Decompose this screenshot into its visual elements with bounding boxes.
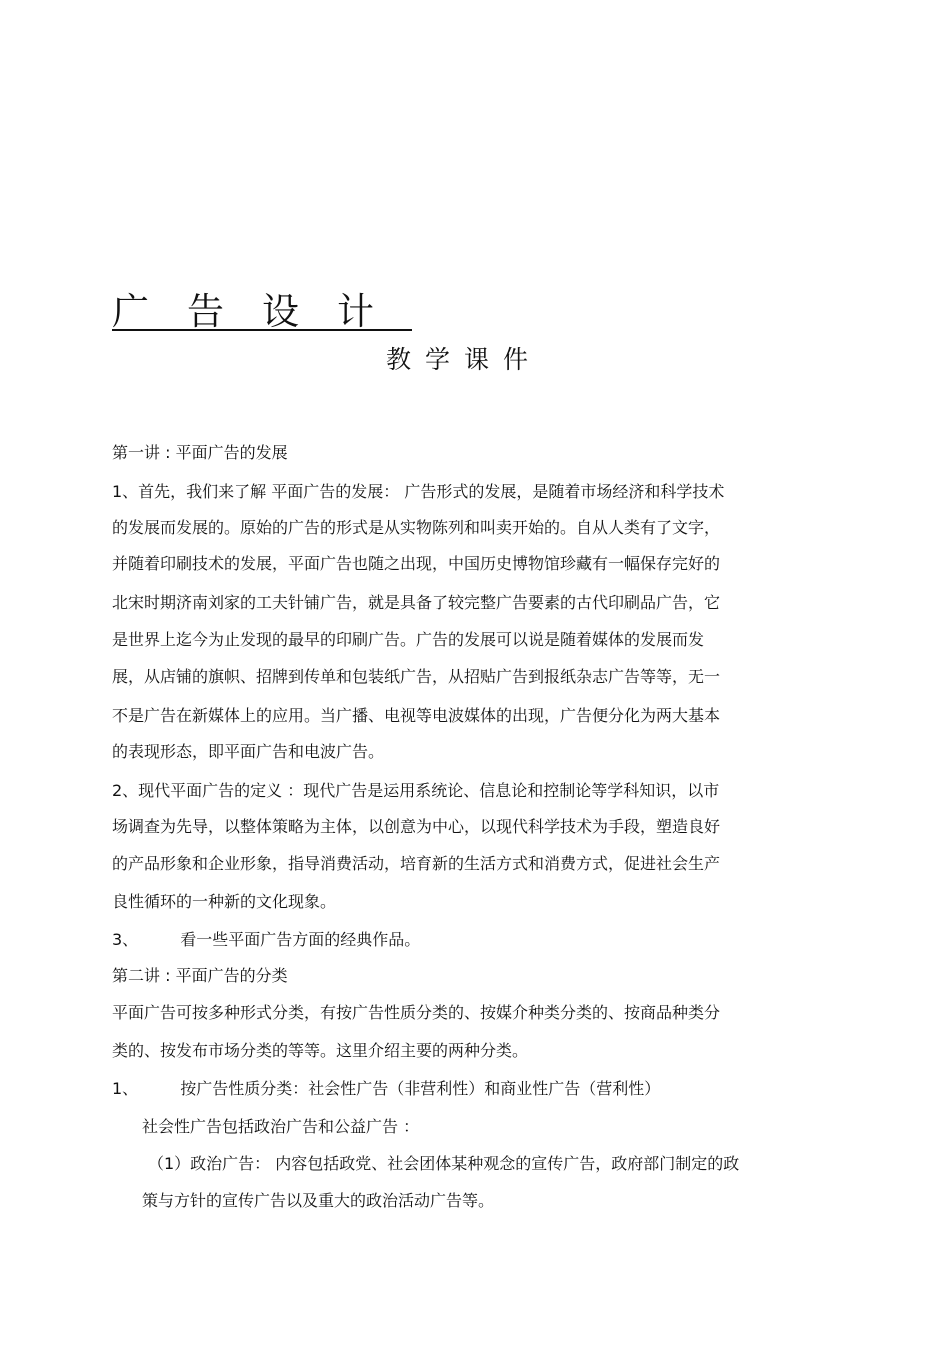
list-item-text: 按广告性质分类：社会性广告（非营利性）和商业性广告（营利性） [180, 1079, 661, 1098]
document-title: 广告设计 [112, 290, 412, 333]
paragraph-line: （1）政治广告： 内容包括政党、社会团体某种观念的宣传广告，政府部门制定的政 [148, 1154, 740, 1173]
list-number: 3、 [112, 930, 139, 949]
paragraph-line: 类的、按发布市场分类的等等。这里介绍主要的两种分类。 [112, 1041, 529, 1060]
paragraph-line: 策与方针的宣传广告以及重大的政治活动广告等。 [142, 1191, 495, 1210]
paragraph-line: 的表现形态，即平面广告和电波广告。 [112, 742, 385, 761]
paragraph-line: 是世界上迄今为止发现的最早的印刷广告。广告的发展可以说是随着媒体的发展而发 [112, 630, 705, 649]
paragraph-line: 北宋时期济南刘家的工夫针铺广告，就是具备了较完整广告要素的古代印刷品广告，它 [112, 593, 721, 612]
document-subtitle: 教学课件 [386, 345, 543, 374]
lecture-1-heading: 第一讲 : 平面广告的发展 [112, 443, 288, 462]
paragraph-line: 的产品形象和企业形象，指导消费活动，培育新的生活方式和消费方式，促进社会生产 [112, 854, 721, 873]
paragraph-line: 1、首先，我们来了解 平面广告的发展： 广告形式的发展，是随着市场经济和科学技术 [112, 482, 725, 501]
paragraph-line: 场调查为先导，以整体策略为主体，以创意为中心，以现代科学技术为手段，塑造良好 [112, 817, 721, 836]
list-item-text: 看一些平面广告方面的经典作品。 [180, 930, 421, 949]
paragraph-line: 社会性广告包括政治广告和公益广告 ： [142, 1117, 420, 1136]
list-item [112, 1078, 660, 1100]
paragraph-line: 并随着印刷技术的发展，平面广告也随之出现，中国历史博物馆珍藏有一幅保存完好的 [112, 554, 721, 573]
paragraph-line: 良性循环的一种新的文化现象。 [112, 892, 337, 911]
paragraph-line: 的发展而发展的。原始的广告的形式是从实物陈列和叫卖开始的。自从人类有了文字， [112, 518, 721, 537]
paragraph-line: 平面广告可按多种形式分类，有按广告性质分类的、按媒介种类分类的、按商品种类分 [112, 1003, 721, 1022]
lecture-2-heading: 第二讲 : 平面广告的分类 [112, 966, 288, 985]
paragraph-line: 展，从店铺的旗帜、招牌到传单和包装纸广告，从招贴广告到报纸杂志广告等等，无一 [112, 667, 721, 686]
list-number: 1、 [112, 1079, 139, 1098]
paragraph-line: 不是广告在新媒体上的应用。当广播、电视等电波媒体的出现，广告便分化为两大基本 [112, 706, 721, 725]
paragraph-line: 2、现代平面广告的定义 ：现代广告是运用系统论、信息论和控制论等学科知识，以市 [112, 781, 720, 800]
list-item [112, 929, 420, 951]
